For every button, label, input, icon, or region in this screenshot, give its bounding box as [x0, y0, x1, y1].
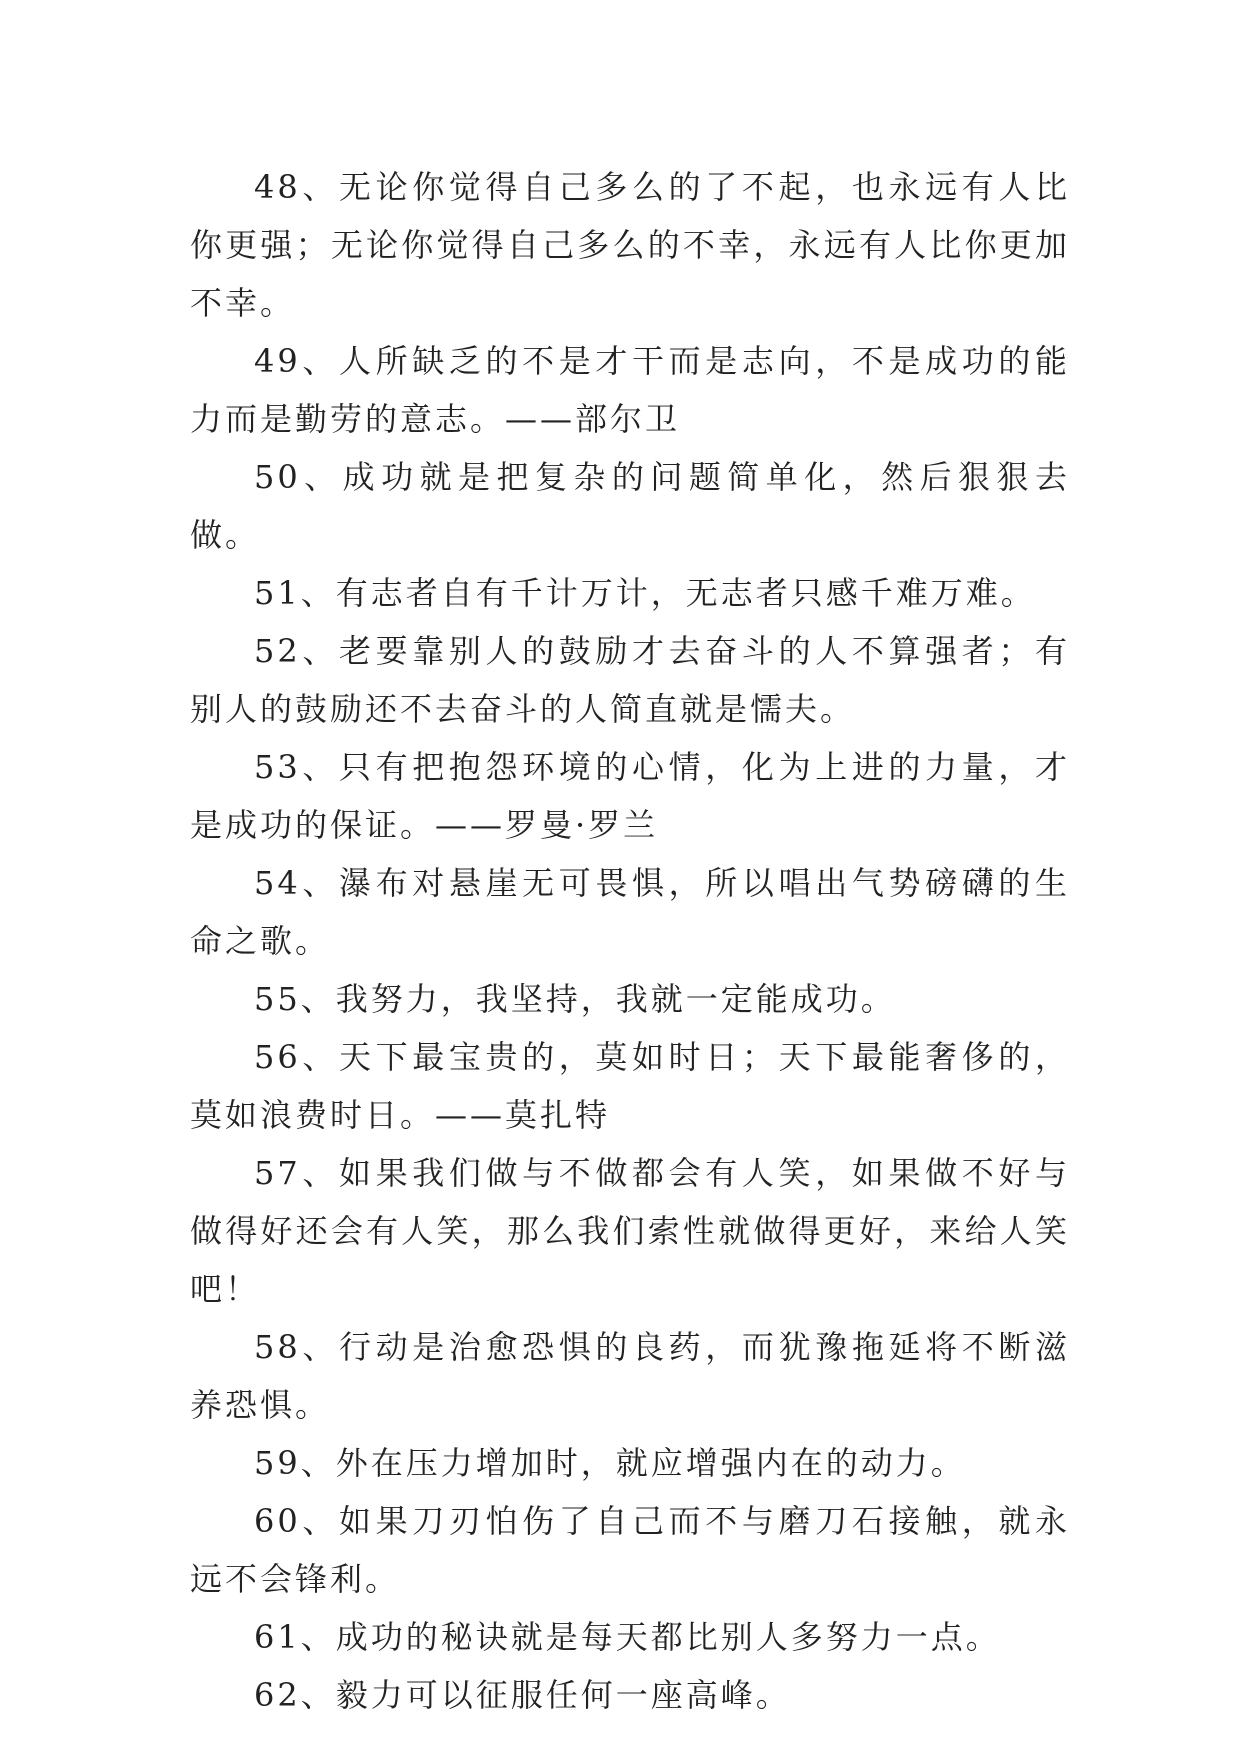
quote-paragraph: 57、如果我们做与不做都会有人笑，如果做不好与做得好还会有人笑，那么我们索性就做得更好，来给人笑吧！ — [190, 1154, 1070, 1308]
quote-paragraph: 56、天下最宝贵的，莫如时日；天下最能奢侈的，莫如浪费时日。——莫扎特 — [190, 1038, 1070, 1134]
quote-paragraph: 52、老要靠别人的鼓励才去奋斗的人不算强者；有别人的鼓励还不去奋斗的人简直就是懦夫。 — [190, 632, 1070, 728]
quote-paragraph: 58、行动是治愈恐惧的良药，而犹豫拖延将不断滋养恐惧。 — [190, 1328, 1070, 1424]
quote-paragraph: 48、无论你觉得自己多么的了不起，也永远有人比你更强；无论你觉得自己多么的不幸，永远有人比你更加不幸。 — [190, 168, 1070, 322]
quote-paragraph: 62、毅力可以征服任何一座高峰。 — [254, 1676, 791, 1714]
quote-paragraph: 54、瀑布对悬崖无可畏惧，所以唱出气势磅礴的生命之歌。 — [190, 864, 1070, 960]
quote-list — [190, 158, 1070, 1724]
quote-paragraph: 51、有志者自有千计万计，无志者只感千难万难。 — [254, 574, 1036, 612]
quote-paragraph: 59、外在压力增加时，就应增强内在的动力。 — [254, 1444, 966, 1482]
quote-paragraph: 53、只有把抱怨环境的心情，化为上进的力量，才是成功的保证。——罗曼·罗兰 — [190, 748, 1070, 844]
quote-paragraph: 55、我努力，我坚持，我就一定能成功。 — [254, 980, 896, 1018]
quote-paragraph: 50、成功就是把复杂的问题简单化，然后狠狠去做。 — [190, 458, 1070, 554]
quote-paragraph: 61、成功的秘诀就是每天都比别人多努力一点。 — [254, 1618, 1001, 1656]
quote-paragraph: 49、人所缺乏的不是才干而是志向，不是成功的能力而是勤劳的意志。——部尔卫 — [190, 342, 1070, 438]
quote-paragraph: 60、如果刀刃怕伤了自己而不与磨刀石接触，就永远不会锋利。 — [190, 1502, 1070, 1598]
